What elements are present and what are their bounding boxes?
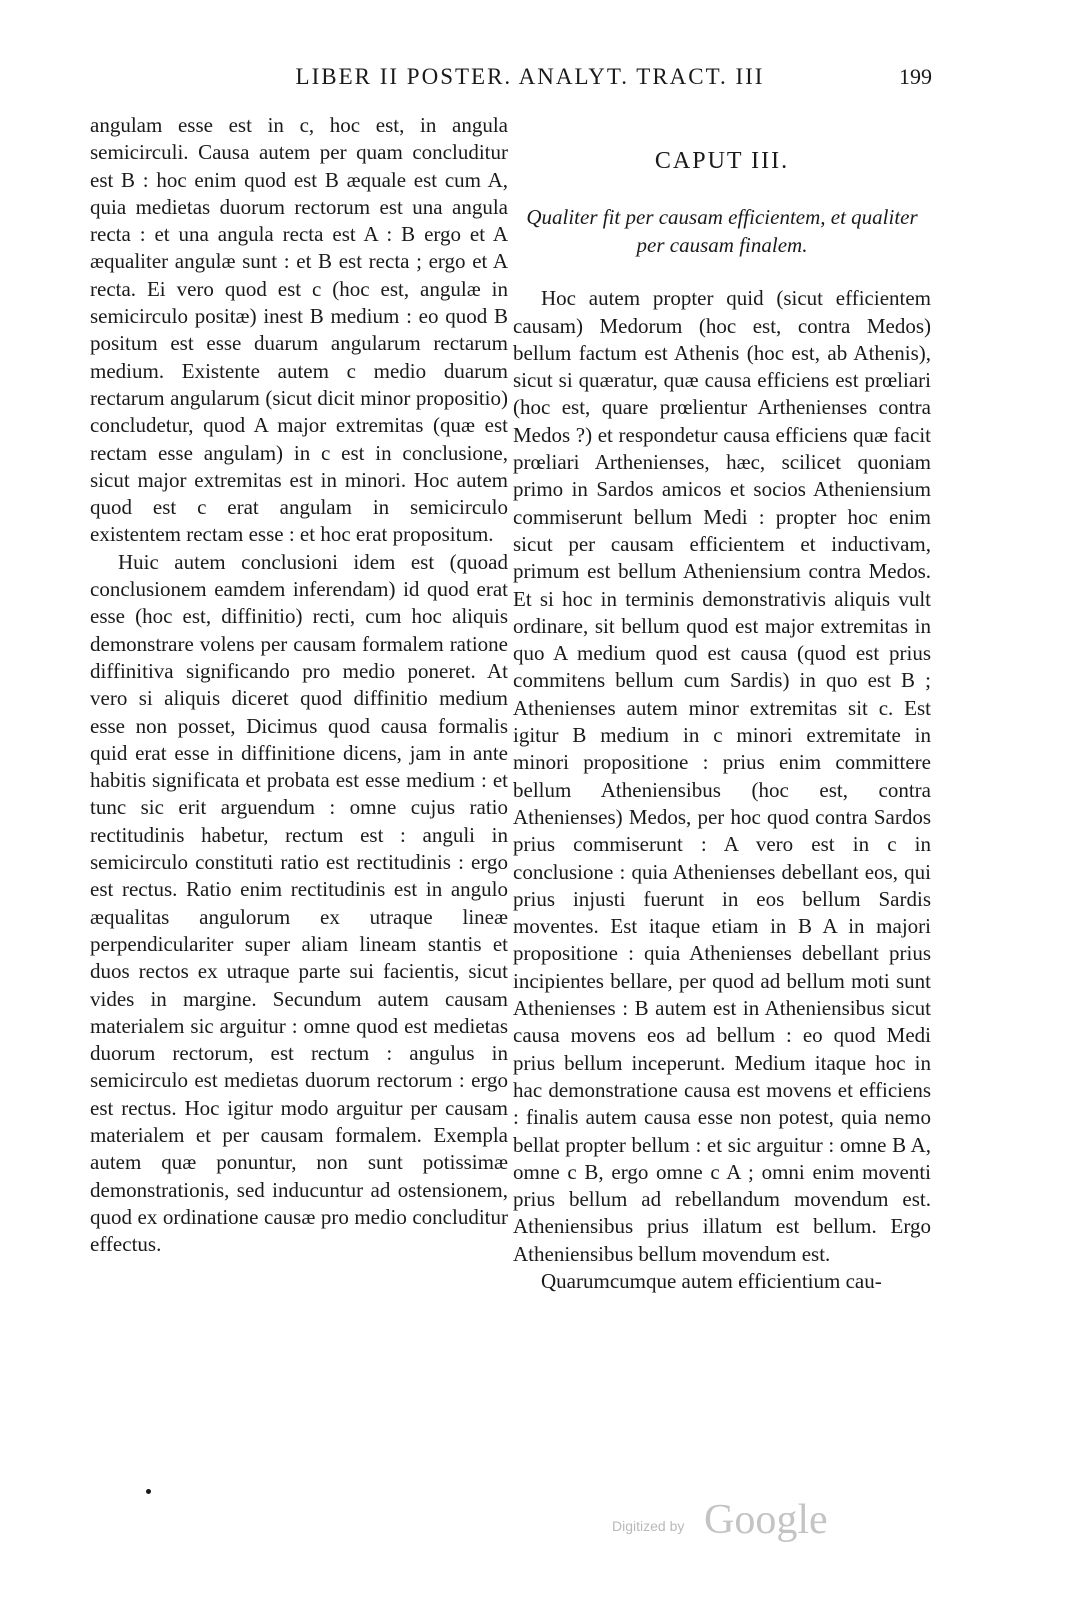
ink-dot	[146, 1489, 151, 1494]
right-column	[513, 112, 931, 1295]
digitization-watermark	[612, 1497, 842, 1544]
left-paragraph-2: Huic autem conclusioni idem est (quoad conclusionem eamdem inferendam) id quod erat esse (hoc est, diffinitio) recti, cum hoc aliquis demonstrare volens per causam formalem ratione diffinitiva significando pro medio poneret. At vero si aliquis diceret quod diffinitio medium esse non posset, Dicimus quod causa formalis quid erat esse in diffinitione dicens, jam in ante habitis significata et probata est esse medium : et tunc sic erit arguendum : omne cujus ratio rectitudinis habetur, rectum est : anguli in semicirculo constituti ratio est rectitudinis : ergo est rectus. Ratio enim rectitudinis est in angulo æqualitas angulorum ex utraque lineæ perpendiculariter super aliam lineam stantis et duos rectos ex utraque parte sui facientis, sicut vides in margine. Secundum autem causam materialem sic arguitur : omne quod est medietas duorum rectorum, est rectum : angulus in semicirculo est medietas duorum rectorum : ergo est rectus. Hoc igitur modo arguitur per causam materialem et per causam formalem. Exempla autem quæ ponuntur, non sunt potissimæ demonstrationis, sed inducuntur ad ostensionem, quod ex ordinatione causæ pro medio concluditur effectus.	[90, 549, 508, 1257]
page-number: 199	[899, 64, 932, 89]
left-column	[90, 112, 508, 1258]
watermark-caption: Digitized by	[612, 1518, 685, 1534]
right-paragraph-2: Quarumcumque autem efficientium cau-	[541, 1268, 882, 1293]
chapter-title: CAPUT III.	[654, 148, 790, 174]
chapter-subtitle: Qualiter fit per causam efficientem, et qualiter per causam finalem.	[526, 205, 918, 258]
left-paragraph-1: angulam esse est in c, hoc est, in angula semicirculi. Causa autem per quam concluditur est B : hoc enim quod est B æquale est cum A, quia medietas duorum rectorum est una angula recta : et una angula recta est A : B ergo et A æqualiter angulæ sunt : et B est recta ; ergo et A recta. Ei vero quod est c (hoc est, angulæ in semicirculo positæ) inest B medium : eo quod B positum est esse duarum angularum rectarum medium. Existente autem c medio duarum rectarum angularum (sicut dicit minor propositio) concludetur, quod A major extremitas (quæ est rectam esse angulam) in c est in conclusione, sicut major extremitas est in minori. Hoc autem quod est c erat angulam in semicirculo existentem rectam esse : et hoc erat propositum.	[90, 113, 508, 547]
google-logo: Google	[704, 1497, 828, 1543]
running-title: LIBER II POSTER. ANALYT. TRACT. III	[295, 64, 765, 89]
running-head	[90, 64, 932, 98]
right-paragraph-1: Hoc autem propter quid (sicut efficientem causam) Medorum (hoc est, contra Medos) bellum factum est Athenis (hoc est, ab Athenis), sicut si quæratur, quæ causa efficiens est prœliari (hoc est, quare prœlientur Arthenienses contra Medos ?) et respondetur causa efficiens quæ facit prœliari Arthenienses, hæc, scilicet quoniam primo in Sardos amicos et socios Atheniensium commiserunt bellum Medi : propter hoc enim sicut per causam efficientem et inductivam, primum est bellum Atheniensium contra Medos. Et si hoc in terminis demonstrativis aliquis vult ordinare, sit bellum quod est major extremitas in quo A medium quod est causa (quod est prius commitens bellum cum Sardis) in quo est B ; Athenienses autem minor extremitas sit c. Est igitur B medium in c minori extremitate in minori propositione : prius enim committere bellum Atheniensibus (hoc est, contra Athenienses) Medos, per hoc quod contra Sardos prius commiserunt : A vero est in c in conclusione : quia Athenienses debellant eos, qui prius injusti fuerunt in eos bellum Sardis moventes. Est itaque etiam in B A in majori propositione : quia Athenienses debellant prius incipientes bellare, per quod ad bellum moti sunt Athenienses : B autem est in Atheniensibus sicut causa movens eos ad bellum : eo quod Medi prius bellum inceperunt. Medium itaque hoc in hac demonstratione causa est movens et efficiens : finalis autem causa esse non potest, quia nemo bellat propter bellum : et sic arguitur : omne B A, omne c B, ergo omne c A ; omni enim moventi prius bellum ad rebellandum movendum est. Atheniensibus prius illatum est bellum. Ergo Atheniensibus bellum movendum est.	[513, 286, 931, 1266]
